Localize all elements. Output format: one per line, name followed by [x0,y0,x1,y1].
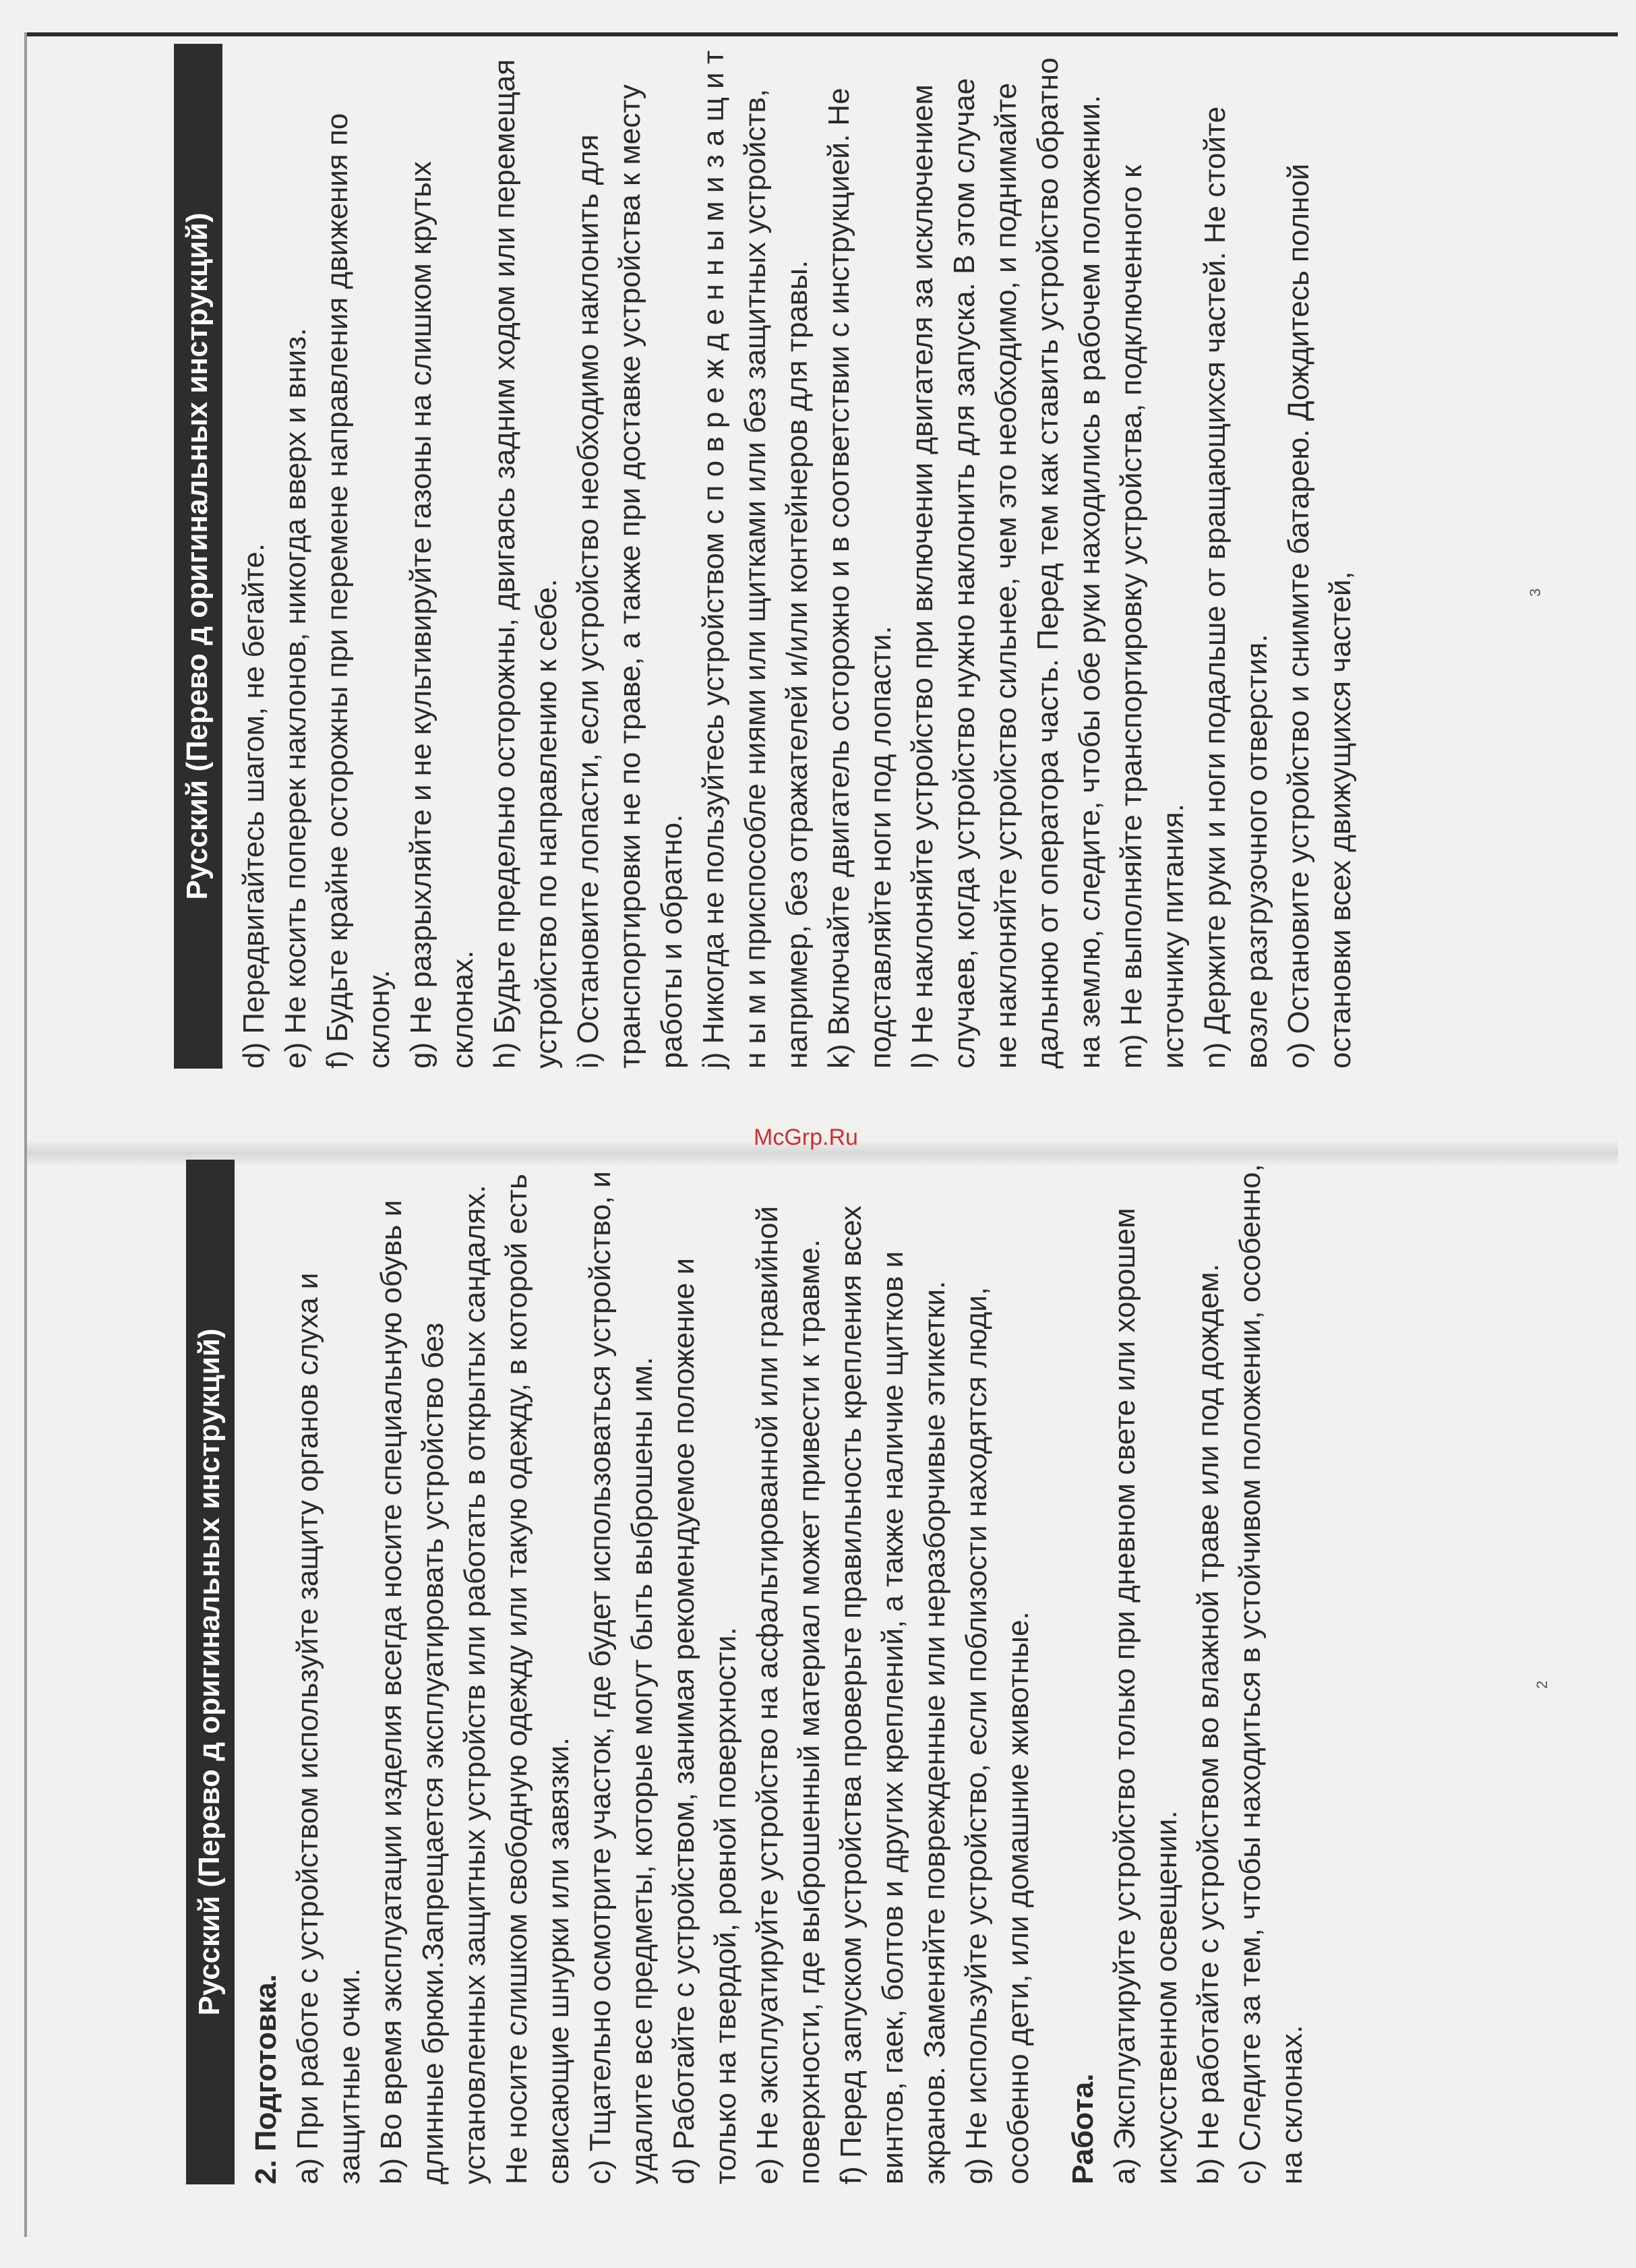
scan-edge-top [27,32,1618,36]
page-3 [174,44,1362,1069]
work-list [1104,1160,1313,2184]
page-number-2: 2 [1534,1680,1550,1689]
section-title-work: Работа. [1066,2073,1099,2184]
instruction-item: a) Эксплуатируйте устройство только при дневном свете или хорошем искусственном освещении. [1108,1207,1183,2184]
instruction-item: c) Следите за тем, чтобы находиться в устойчивом положении, особенно, на склонах. [1234,1164,1308,2184]
instruction-item: g) Не используйте устройство, если поблизости находятся люди, особенно дети, или домашние животные. [960,1286,1035,2184]
instruction-item: b) Во время эксплуатации изделия всегда носите специальную обувь и длинные брюки.Запрещается эксплуатировать устройство без установленных защитных устройств или работать в открытых сандалях. Не носите слишком свободную одежду или такую одежду, в которой есть свисающие шнурки или завязки. [375,1174,575,2184]
instruction-item: e) Не косить поперек наклонов, никогда вверх и вниз. [279,328,312,1069]
instruction-item: f) Будьте крайне осторожны при перемене направления движения по склону. [321,113,396,1069]
instruction-item: m) Не выполняйте транспортировку устройства, подключенного к источнику питания. [1115,165,1190,1069]
instruction-item: c) Тщательно осмотрите участок, где будет использоваться устройство, и удалите все предметы, которые могут быть выброшены им. [584,1171,659,2184]
instruction-item: d) Передвигайтесь шагом, не бегайте. [237,543,270,1069]
page-2-header: Русский (Перево д оригинальных инструкций) [186,1160,235,2184]
instruction-item: o) Остановите устройство и снимите батарею. Дождитесь полной остановки всех движущихся частей, [1282,163,1357,1069]
instruction-item: g) Не разрыхляйте и не культивируйте газоны на слишком крутых склонах. [404,161,479,1069]
instruction-item: a) При работе с устройством используйте защиту органов слуха и защитные очки. [291,1272,366,2184]
page-3-text [222,44,1362,1069]
page-2 [186,1160,1313,2184]
preparation-list [287,1160,1039,2184]
instruction-item: d) Работайте с устройством, занимая рекомендуемое положение и только на твердой, ровной поверхности. [667,1257,742,2184]
instruction-item: b) Не работайте с устройством во влажной траве или под дождем. [1192,1263,1225,2184]
instruction-item: f) Перед запуском устройства проверьте правильность крепления всех винтов, гаек, болтов и других креплений, а также наличие щитков и экранов. Заменяйте поврежденные или неразборчивые этикетки. [835,1205,951,2184]
instruction-item: i) Остановите лопасти, если устройство необходимо наклонить для транспортировки не по траве, а также при доставке устройства к месту работы и обратно. [572,84,688,1069]
watermark-text: McGrp.Ru [754,1125,858,1150]
instruction-item: j) Никогда не пользуйтесь устройством с п о в р е ж д е н н ы м и з а щ и т н ы м и приспособле ниями или щитками или без защитных устройств, например, без отражателей и/или контейнеров для травы. [697,50,814,1069]
instruction-item: k) Включайте двигатель осторожно и в соответствии с инструкцией. Не подставляйте ноги под лопасти. [822,88,897,1069]
page-2-text [235,1160,1313,2184]
instruction-item: h) Будьте предельно осторожны, двигаясь задним ходом или перемещая устройство по направлению к себе. [488,59,563,1069]
instruction-item: e) Не эксплуатируйте устройство на асфальтированной или гравийной поверхности, где выброшенный материал может привести к травме. [751,1205,826,2184]
page-number-3: 3 [1527,588,1544,597]
section-title-preparation: 2. Подготовка. [249,1974,282,2184]
page-3-header: Русский (Перево д оригинальных инструкций) [174,44,222,1069]
scan-edge-left [24,32,27,2237]
instruction-item: n) Держите руки и ноги подальше от вращающихся частей. Не стойте возле разгрузочного отверстия. [1199,106,1273,1069]
instruction-item: l) Не наклоняйте устройство при включении двигателя за исключением случаев, когда устройство нужно наклонить для запуска. В этом случае не наклоняйте устройство сильнее, чем это необходимо, и поднимайте дальнюю от оператора часть. Перед тем как ставить устройство обратно на землю, следите, чтобы обе руки находились в рабочем положении. [906,57,1106,1069]
